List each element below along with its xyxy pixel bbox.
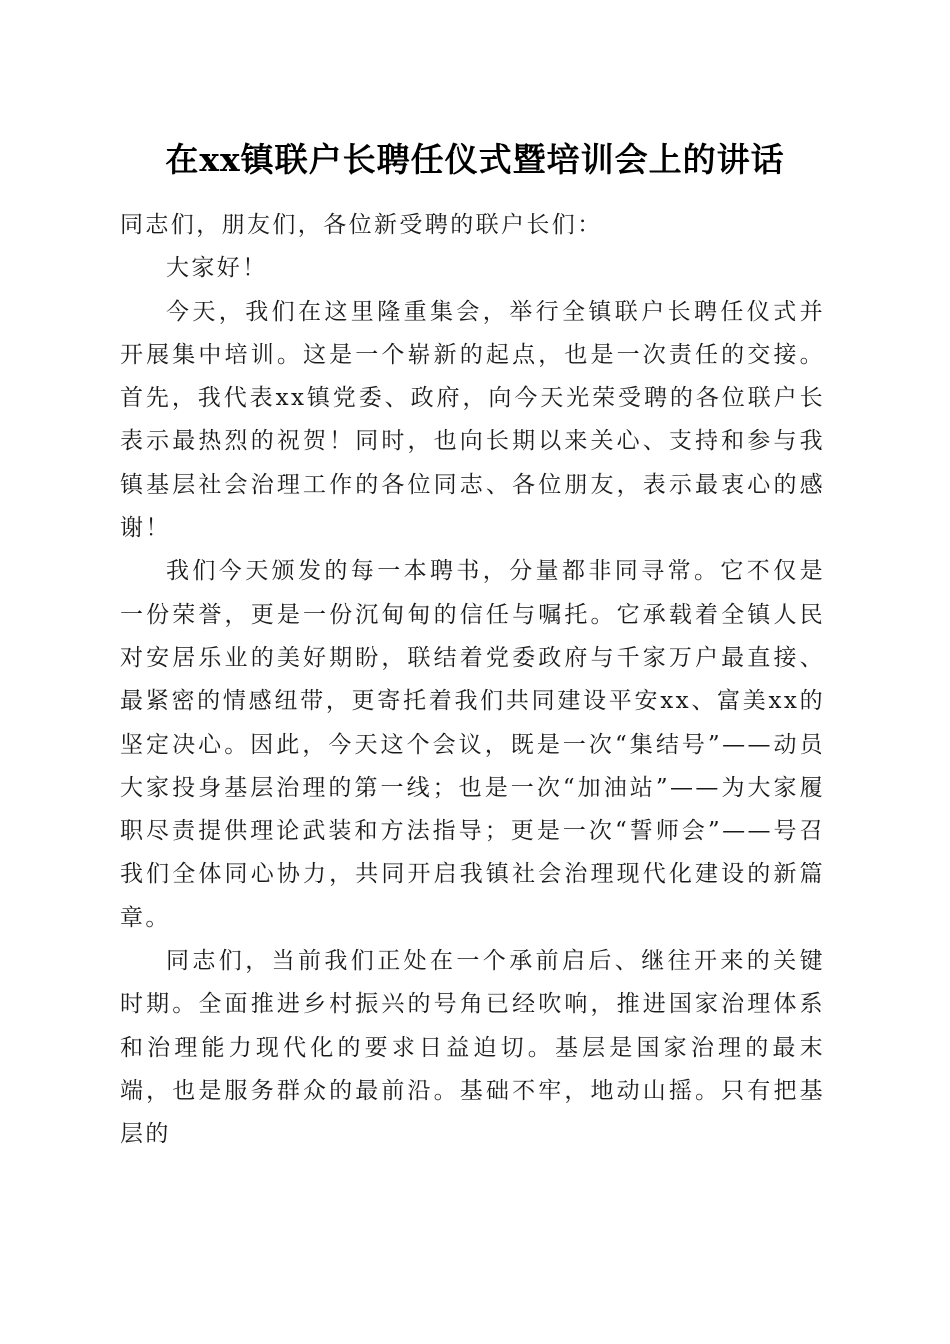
paragraph-greeting: 大家好！ — [166, 255, 268, 282]
paragraph-current-period: 同志们，当前我们正处在一个承前启后、继往开来的关键时期。全面推进乡村振兴的号角已经吹响，推进国家治理体系和治理能力现代化的要求日益迫切。基层是国家治理的最末端，也是服务群众的最前沿。基础不牢，地动山摇。只有把基层的 — [120, 948, 825, 1148]
salutation: 同志们，朋友们，各位新受聘的联户长们： — [120, 212, 603, 238]
document-body — [120, 204, 825, 1157]
paragraph-opening: 今天，我们在这里隆重集会，举行全镇联户长聘任仪式并开展集中培训。这是一个崭新的起点，也是一次责任的交接。首先，我代表xx镇党委、政府，向今天光荣受聘的各位联户长表示最热烈的祝贺！同时，也向长期以来关心、支持和参与我镇基层社会治理工作的各位同志、各位朋友，表示最衷心的感谢！ — [120, 298, 825, 542]
paragraph-appointment-letter: 我们今天颁发的每一本聘书，分量都非同寻常。它不仅是一份荣誉，更是一份沉甸甸的信任与嘱托。它承载着全镇人民对安居乐业的美好期盼，联结着党委政府与千家万户最直接、最紧密的情感纽带，更寄托着我们共同建设平安xx、富美xx的坚定决心。因此，今天这个会议，既是一次“集结号”——动员大家投身基层治理的第一线；也是一次“加油站”——为大家履职尽责提供理论武装和方法指导；更是一次“誓师会”——号召我们全体同心协力，共同开启我镇社会治理现代化建设的新篇章。 — [120, 558, 825, 931]
document-title: 在xx镇联户长聘任仪式暨培训会上的讲话 — [165, 140, 785, 179]
